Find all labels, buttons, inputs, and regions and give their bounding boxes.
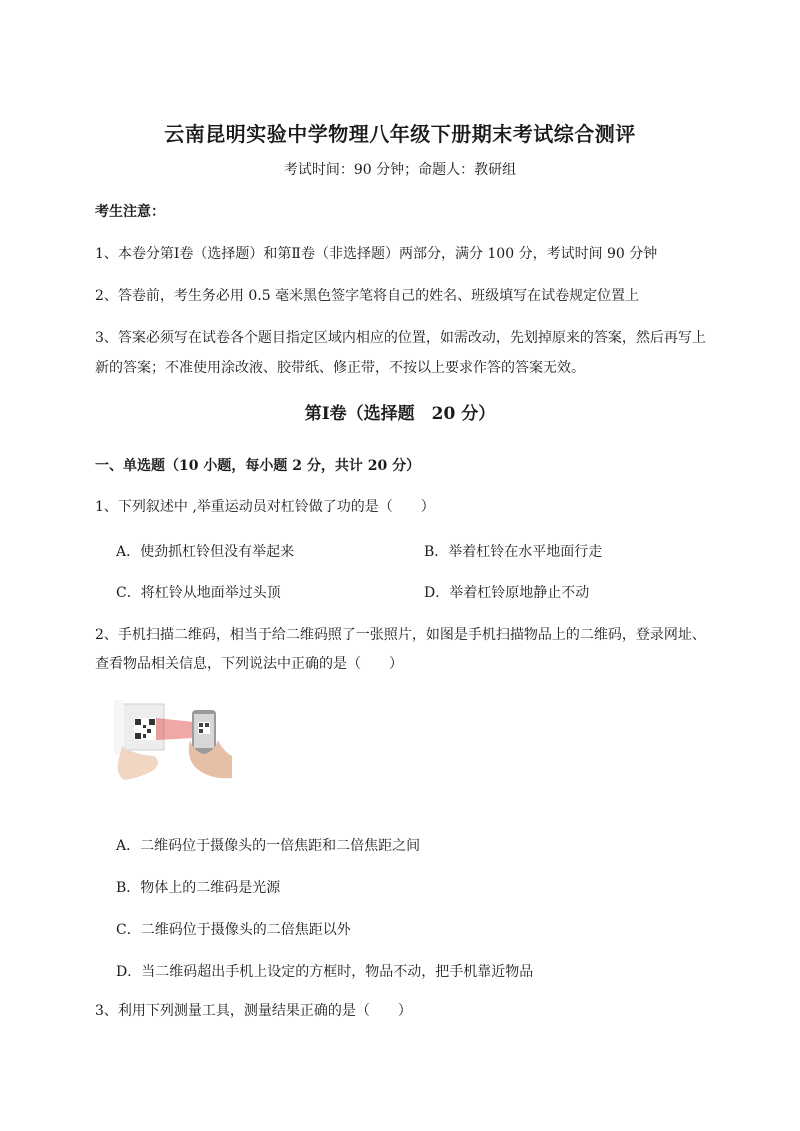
question-1-option-b[interactable]: B．举着杠铃在水平地面行走 <box>424 544 603 560</box>
qr-scan-illustration <box>114 696 234 794</box>
group-heading: 一、单选题（10 小题，每小题 2 分，共计 20 分） <box>95 458 421 474</box>
phone-icon <box>192 710 216 754</box>
question-2-option-d[interactable]: D．当二维码超出手机上设定的方框时，物品不动，把手机靠近物品 <box>116 964 534 980</box>
qr-code-icon <box>134 718 156 740</box>
notice-heading: 考生注意： <box>95 204 165 220</box>
exam-title: 云南昆明实验中学物理八年级下册期末考试综合测评 <box>164 122 636 146</box>
question-2-option-a[interactable]: A．二维码位于摄像头的一倍焦距和二倍焦距之间 <box>116 838 421 854</box>
question-2-option-b[interactable]: B．物体上的二维码是光源 <box>116 880 281 896</box>
question-3-stem: 3、利用下列测量工具，测量结果正确的是（ ） <box>95 1003 412 1019</box>
notice-item-2: 2、答卷前，考生务必用 0.5 毫米黑色签字笔将自己的姓名、班级填写在试卷规定位置上 <box>95 288 640 304</box>
question-1-stem: 1、下列叙述中 ,举重运动员对杠铃做了功的是（ ） <box>95 499 435 515</box>
section-title: 第Ⅰ卷（选择题 20 分） <box>304 404 496 424</box>
notice-item-3: 3、答案必须写在试卷各个题目指定区域内相应的位置，如需改动，先划掉原来的答案，然后再写上新的答案；不准使用涂改液、胶带纸、修正带，不按以上要求作答的答案无效。 <box>95 330 706 376</box>
question-2-option-c[interactable]: C．二维码位于摄像头的二倍焦距以外 <box>116 922 351 938</box>
notice-item-1: 1、本卷分第Ⅰ卷（选择题）和第Ⅱ卷（非选择题）两部分，满分 100 分，考试时间 90 分钟 <box>95 246 658 262</box>
question-1-option-d[interactable]: D．举着杠铃原地静止不动 <box>424 585 590 601</box>
question-1-option-a[interactable]: A．使劲抓杠铃但没有举起来 <box>116 544 295 560</box>
exam-subtitle: 考试时间：90 分钟；命题人：教研组 <box>283 162 517 178</box>
qr-scan-figure <box>114 696 234 794</box>
question-1-option-c[interactable]: C．将杠铃从地面举过头顶 <box>116 585 281 601</box>
question-2-stem: 2、手机扫描二维码，相当于给二维码照了一张照片，如图是手机扫描物品上的二维码，登录网址、查看物品相关信息，下列说法中正确的是（ ） <box>95 627 706 672</box>
